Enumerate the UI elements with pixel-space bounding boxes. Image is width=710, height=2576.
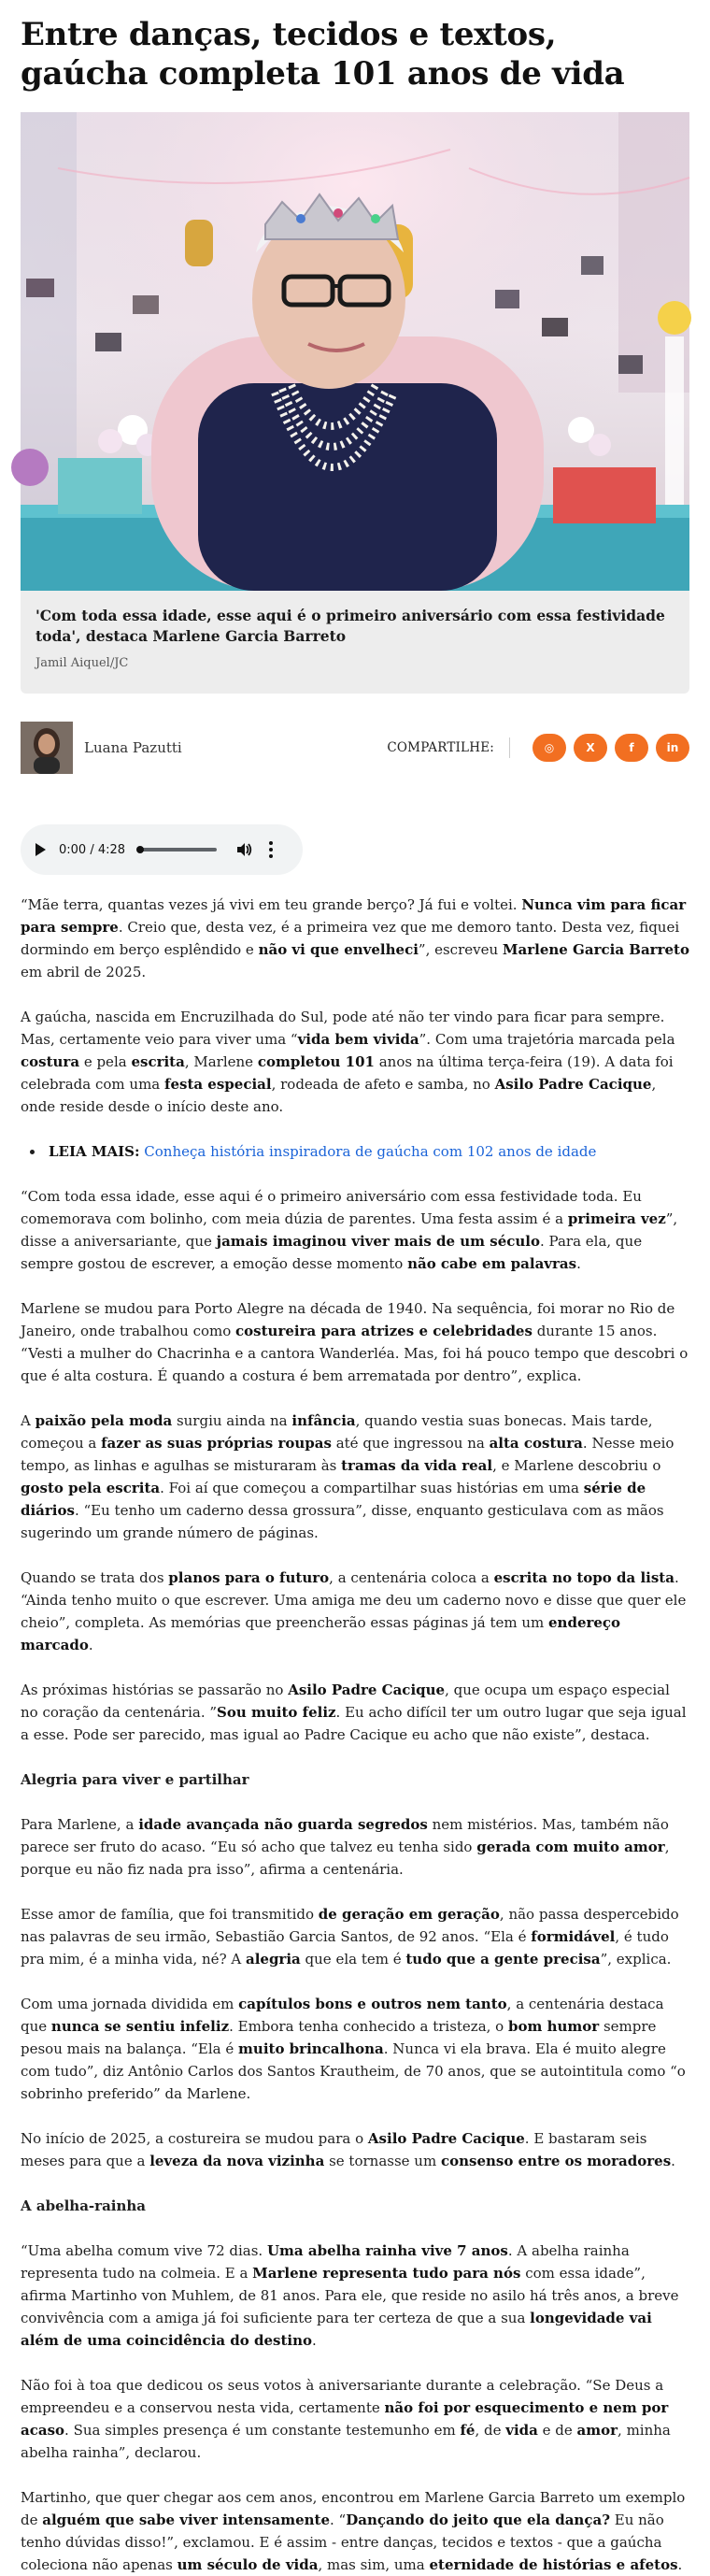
body-text: , Marlene	[184, 1053, 258, 1070]
body-text: , que ocupa um espaço especial no coração da centenária. ”	[21, 1682, 670, 1721]
body-text: . Sua simples presença é um constante testemunho em	[64, 2422, 461, 2439]
leia-mais-link[interactable]: Conheça história inspiradora de gaúcha com 102 anos de idade	[144, 1143, 597, 1160]
emphasis-text: formidável	[531, 1928, 616, 1945]
emphasis-text: fé	[460, 2422, 476, 2439]
whatsapp-share-button[interactable]	[532, 734, 566, 762]
x-twitter-icon: X	[586, 741, 595, 754]
emphasis-text: primeira vez	[567, 1210, 666, 1227]
emphasis-text: endereço marcado	[21, 1614, 621, 1653]
facebook-icon: f	[629, 741, 634, 754]
body-text: , mas sim, uma	[318, 2556, 430, 2573]
body-text: As próximas histórias se passarão no	[21, 1682, 289, 1698]
emphasis-text: nunca se sentiu infeliz	[50, 2018, 230, 2035]
body-text: .	[312, 2332, 317, 2349]
lead-photo-illustration	[21, 112, 689, 591]
author-name[interactable]: Luana Pazutti	[84, 739, 182, 756]
body-text: , de	[475, 2422, 506, 2439]
body-text: com essa idade”, afirma Martinho von Muhlem, de 81 anos. Para ele, que reside no asilo há três anos, a breve convivência com a amiga já foi suficiente para ter certeza de que a sua	[21, 2265, 679, 2326]
body-text: . Embora tenha conhecido a tristeza, o	[229, 2018, 508, 2035]
leia-mais-item	[45, 1140, 689, 1163]
body-text: , é tudo pra mim, é a minha vida, né? A	[21, 1928, 669, 1968]
volume-glyph	[235, 841, 252, 858]
emphasis-text: alguém que sabe viver intensamente	[42, 2512, 331, 2528]
body-text: Com uma jornada dividida em	[21, 1996, 239, 2012]
emphasis-text: vida bem vivida	[297, 1031, 419, 1048]
emphasis-text: escrita	[131, 1053, 185, 1070]
body-text: A gaúcha, nascida em Encruzilhada do Sul, pode até não ter vindo para ficar para sempre. Mas, certamente veio para viver uma “	[21, 1009, 665, 1048]
body-text: Marlene se mudou para Porto Alegre na década de 1940. Na sequência, foi morar no Rio de Janeiro, onde trabalhou como	[21, 1300, 675, 1339]
emphasis-text: série de diários	[21, 1480, 646, 1519]
body-text: . Para ela, que sempre gostou de escrever, a emoção desse momento	[21, 1233, 643, 1272]
article-paragraph	[21, 1813, 689, 1881]
section-subheading: A abelha-rainha	[21, 2197, 147, 2214]
emphasis-text: festa especial	[164, 1076, 272, 1093]
body-text: .	[88, 1637, 93, 1653]
body-text: , a centenária coloca a	[329, 1569, 494, 1586]
body-text: “Mãe terra, quantas vezes já vivi em teu grande berço? Já fui e voltei.	[21, 896, 522, 913]
lead-figure	[21, 112, 689, 694]
body-text: , rodeada de afeto e samba, no	[271, 1076, 495, 1093]
section-subheading: Alegria para viver e partilhar	[21, 1771, 249, 1788]
emphasis-text: um século de vida	[177, 2556, 319, 2573]
body-text: “Uma abelha comum vive 72 dias.	[21, 2242, 267, 2259]
body-text: anos na última terça-feira (19). A data foi celebrada com uma	[21, 1053, 674, 1093]
emphasis-text: infância	[291, 1412, 356, 1429]
byline-row	[21, 720, 689, 776]
body-text: surgiu ainda na	[172, 1412, 292, 1429]
photo-credit: Jamil Aiquel/JC	[36, 656, 129, 670]
article-paragraph	[21, 2486, 689, 2576]
body-text: , minha abelha rainha”, declarou.	[21, 2422, 671, 2461]
emphasis-text: fazer as suas próprias roupas	[101, 1435, 332, 1452]
body-text: . Creio que, desta vez, é a primeira vez que me demoro tanto. Desta vez, fiquei dormindo em berço esplêndido e	[21, 919, 680, 958]
emphasis-text: alegria	[245, 1951, 301, 1968]
body-text: . “	[330, 2512, 347, 2528]
article-paragraph	[21, 2240, 689, 2352]
body-text: que ela tem é	[300, 1951, 406, 1968]
emphasis-text: longevidade vai além de uma coincidência do destino	[21, 2310, 652, 2349]
emphasis-text: Sou muito feliz	[217, 1704, 336, 1721]
emphasis-text: consenso entre os moradores	[440, 2153, 672, 2169]
article-paragraph	[21, 2374, 689, 2464]
linkedin-share-button[interactable]	[656, 734, 689, 762]
audio-player	[21, 824, 303, 875]
body-text: Não foi à toa que dedicou os seus votos à aniversariante durante a celebração. “Se Deus a empreendeu e a conservou nesta vida, certamente	[21, 2377, 664, 2416]
linkedin-icon: in	[666, 741, 679, 754]
emphasis-text: tudo que a gente precisa	[405, 1951, 601, 1968]
body-text: . Eu acho difícil ter um outro lugar que seja igual a esse. Pode ser parecido, mas igual ao Padre Cacique eu acho que não existe”, destaca.	[21, 1704, 687, 1743]
body-text: , a centenária destaca que	[21, 1996, 664, 2035]
article-paragraph	[21, 1185, 689, 1275]
body-text: ”, explica.	[600, 1951, 672, 1968]
body-text: A	[21, 1412, 36, 1429]
article-paragraph	[21, 1410, 689, 1544]
lead-photo[interactable]	[21, 112, 689, 591]
play-icon[interactable]	[36, 843, 46, 856]
body-text: Para Marlene, a	[21, 1816, 139, 1833]
body-text: .	[576, 1255, 581, 1272]
body-text: e de	[537, 2422, 577, 2439]
emphasis-text: capítulos bons e outros nem tanto	[238, 1996, 507, 2012]
body-text: . Nunca vi ela brava. Ela é muito alegre com tudo”, diz Antônio Carlos dos Santos Krautheim, de 70 anos, que se autointitula como “o sobrinho preferido” da Marlene.	[21, 2040, 686, 2102]
article-paragraph	[21, 1297, 689, 1387]
body-text: em abril de 2025.	[21, 964, 147, 980]
article-paragraph	[21, 1006, 689, 1118]
volume-icon[interactable]	[235, 841, 252, 858]
article-paragraph	[21, 1567, 689, 1656]
emphasis-text: tramas da vida real	[341, 1457, 493, 1474]
emphasis-text: Nunca vim para ficar para sempre	[21, 896, 687, 936]
body-text: , onde reside desde o início deste ano.	[21, 1076, 657, 1115]
photo-caption-box	[21, 591, 689, 694]
article-paragraph	[21, 1679, 689, 1746]
article-paragraph	[21, 1903, 689, 1970]
body-text: se tornasse um	[324, 2153, 441, 2169]
emphasis-text: eternidade de histórias e afetos	[429, 2556, 678, 2573]
body-text: , não passa despercebido nas palavras de seu irmão, Sebastião Garcia Santos, de 92 anos. “Ela é	[21, 1906, 679, 1945]
emphasis-text: jamais imaginou viver mais de um século	[216, 1233, 540, 1250]
emphasis-text: gosto pela escrita	[21, 1480, 161, 1496]
emphasis-text: não vi que envelheci	[258, 941, 419, 958]
emphasis-text: escrita no topo da lista	[493, 1569, 674, 1586]
facebook-share-button[interactable]	[615, 734, 648, 762]
article-headline: Entre danças, tecidos e textos, gaúcha completa 101 anos de vida	[21, 16, 625, 93]
emphasis-text: alta costura	[489, 1435, 583, 1452]
emphasis-text: não cabe em palavras	[407, 1255, 577, 1272]
x-share-button[interactable]	[574, 734, 607, 762]
body-text: “Com toda essa idade, esse aqui é o primeiro aniversário com essa festividade toda. Eu comemorava com bolinho, com meia dúzia de parentes. Uma festa assim é a	[21, 1188, 642, 1227]
emphasis-text: não foi por esquecimento e nem por acaso	[21, 2399, 669, 2439]
body-text: . Foi aí que começou a compartilhar suas histórias em uma	[160, 1480, 584, 1496]
emphasis-text: Dançando do jeito que ela dança?	[346, 2512, 610, 2528]
avatar-illustration	[21, 722, 73, 774]
share-bar	[387, 734, 689, 762]
emphasis-text: paixão pela moda	[35, 1412, 173, 1429]
author-avatar[interactable]	[21, 722, 73, 774]
emphasis-text: Asilo Padre Cacique	[494, 1076, 652, 1093]
body-text: , quando vestia suas bonecas. Mais tarde, começou a	[21, 1412, 653, 1452]
body-text: ”, disse a aniversariante, que	[21, 1210, 678, 1250]
article-paragraph	[21, 894, 689, 983]
body-text: Eu não tenho dúvidas disso!”, exclamou. E é assim - entre danças, tecidos e textos - que a gaúcha coleciona não apenas	[21, 2512, 664, 2573]
body-text: . A abelha rainha representa tudo na colmeia. E a	[21, 2242, 630, 2282]
audio-menu-icon[interactable]	[269, 841, 273, 858]
body-text: ”. Com uma trajetória marcada pela	[419, 1031, 675, 1048]
emphasis-text: vida	[505, 2422, 538, 2439]
body-text: Quando se trata dos	[21, 1569, 169, 1586]
audio-progress-thumb[interactable]	[136, 846, 144, 853]
emphasis-text: Marlene Garcia Barreto	[502, 941, 689, 958]
leia-mais-list	[45, 1140, 689, 1163]
share-divider	[509, 737, 510, 758]
emphasis-text: Marlene representa tudo para nós	[252, 2265, 521, 2282]
body-text: . “Eu tenho um caderno dessa grossura”, disse, enquanto gesticulava com as mãos sugerindo um grande número de páginas.	[21, 1502, 664, 1541]
article-body	[21, 894, 689, 2576]
body-text: . Nesse meio tempo, as linhas e agulhas se misturaram às	[21, 1435, 674, 1474]
emphasis-text: planos para o futuro	[168, 1569, 330, 1586]
emphasis-text: amor	[576, 2422, 618, 2439]
body-text: até que ingressou na	[331, 1435, 490, 1452]
emphasis-text: gerada com muito amor	[476, 1839, 665, 1855]
body-text: . “Ainda tenho muito o que escrever. Uma amiga me deu um caderno novo e disse que quer ele cheio”, completa. As memórias que preencherão essas páginas já tem um	[21, 1569, 687, 1631]
emphasis-text: muito brincalhona	[238, 2040, 384, 2057]
body-text: durante 15 anos. “Vesti a mulher do Chacrinha e a cantora Wanderléa. Mas, foi há pouco tempo que descobri o que é alta costura. É quando a costura é bem arrematada por dentro”, explica.	[21, 1323, 689, 1384]
body-text: Esse amor de família, que foi transmitido	[21, 1906, 319, 1923]
emphasis-text: Asilo Padre Cacique	[288, 1682, 446, 1698]
emphasis-text: Uma abelha rainha vive 7 anos	[266, 2242, 508, 2259]
body-text: ”, escreveu	[418, 941, 503, 958]
body-text: , porque eu não fiz nada pra isso”, afirma a centenária.	[21, 1839, 670, 1878]
share-label: COMPARTILHE:	[387, 740, 494, 755]
article-paragraph	[21, 1993, 689, 2105]
emphasis-text: idade avançada não guarda segredos	[138, 1816, 428, 1833]
body-text: No início de 2025, a costureira se mudou para o	[21, 2130, 368, 2147]
emphasis-text: costureira para atrizes e celebridades	[235, 1323, 532, 1339]
article-paragraph	[21, 2127, 689, 2172]
body-text: Martinho, que quer chegar aos cem anos, encontrou em Marlene Garcia Barreto um exemplo de	[21, 2489, 686, 2528]
leia-mais-label: LEIA MAIS:	[49, 1143, 140, 1160]
body-text: . E bastaram seis meses para que a	[21, 2130, 647, 2169]
photo-caption: 'Com toda essa idade, esse aqui é o primeiro aniversário com essa festividade toda', destaca Marlene Garcia Barreto	[36, 607, 665, 645]
body-text: .	[677, 2556, 683, 2573]
audio-time: 0:00 / 4:28	[59, 842, 126, 857]
body-text: nem mistérios. Mas, também não parece ser fruto do acaso. “Eu só acho que talvez eu tenha sido	[21, 1816, 669, 1855]
emphasis-text: completou 101	[257, 1053, 375, 1070]
emphasis-text: bom humor	[507, 2018, 600, 2035]
emphasis-text: costura	[21, 1053, 80, 1070]
audio-progress-slider[interactable]	[138, 848, 217, 852]
body-text: .	[671, 2153, 675, 2169]
body-text: sempre pesou mais na balança. “Ela é	[21, 2018, 657, 2057]
emphasis-text: de geração em geração	[318, 1906, 500, 1923]
emphasis-text: Asilo Padre Cacique	[367, 2130, 525, 2147]
body-text: e pela	[79, 1053, 132, 1070]
body-text: , e Marlene descobriu o	[492, 1457, 661, 1474]
whatsapp-icon: ◎	[544, 741, 555, 754]
emphasis-text: leveza da nova vizinha	[149, 2153, 325, 2169]
